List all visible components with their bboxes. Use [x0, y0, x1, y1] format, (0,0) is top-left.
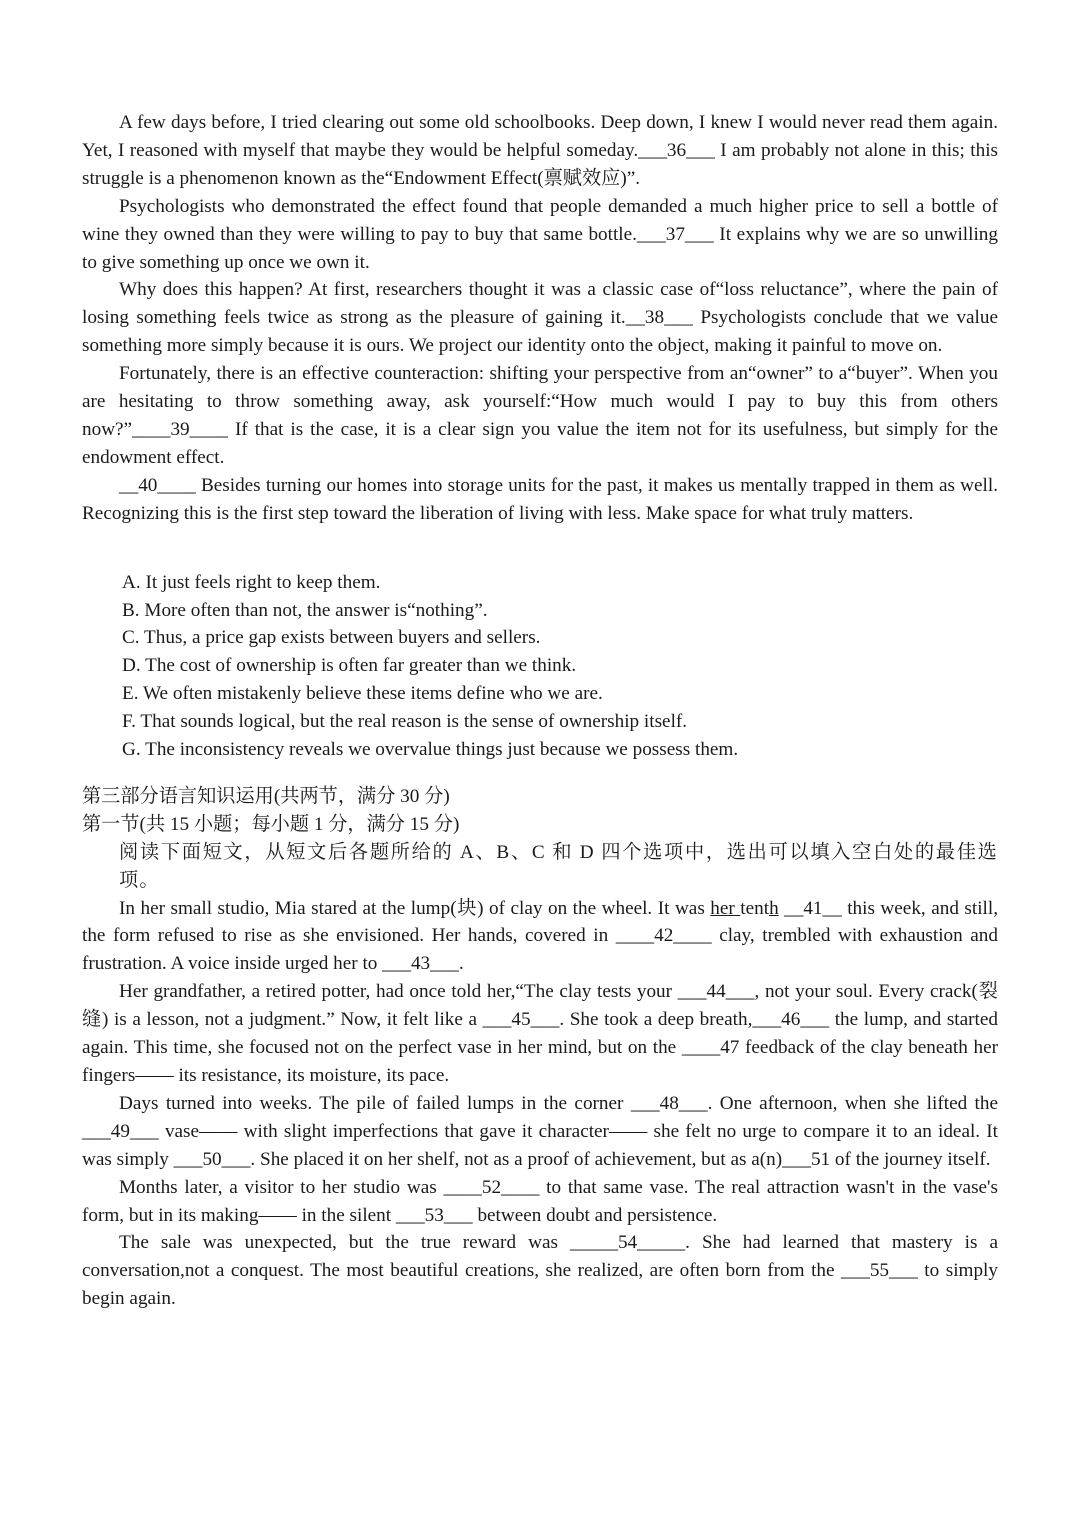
- passage-paragraph-1: A few days before, I tried clearing out some old schoolbooks. Deep down, I knew I would never read them again. Yet, I reasoned with myself that maybe they would be helpful someday.___36___ I am probably not alone in this; this struggle is a phenomenon known as the“Endowment Effect(禀赋效应)”.: [82, 112, 998, 189]
- option-g: G. The inconsistency reveals we overvalue things just because we possess them.: [122, 739, 739, 761]
- section-title: 第三部分语言知识运用(共两节，满分 30 分): [82, 785, 450, 807]
- cloze-paragraph-2: Her grandfather, a retired potter, had once told her,“The clay tests your ___44___, not your soul. Every crack(裂缝) is a lesson, not a judgment.” Now, it felt like a ___45___. She took a deep breath,___46___ the lump, and started again. This time, she focused not on the perfect vase in her mind, but on the ____47 feedback of the clay beneath her fingers—— its resistance, its moisture, its pace.: [82, 981, 998, 1086]
- passage-paragraph-2: Psychologists who demonstrated the effect found that people demanded a much higher price to sell a bottle of wine they owned than they were willing to pay to buy that same bottle.___37___ It explains why we are so unwilling to give something up once we own it.: [82, 195, 998, 273]
- cloze-paragraph-1: [82, 895, 998, 979]
- option-e: E. We often mistakenly believe these items define who we are.: [122, 683, 603, 705]
- reading-passage: [82, 109, 998, 528]
- underlined-letter: h: [769, 897, 779, 919]
- cloze-paragraph-3: Days turned into weeks. The pile of failed lumps in the corner ___48___. One afternoon, when she lifted the ___49___ vase—— with slight imperfections that gave it character—— she felt no urge to compare it to an ideal. It was simply ___50___. She placed it on her shelf, not as a proof of achievement, but as a(n)___51 of the journey itself.: [82, 1092, 998, 1170]
- underlined-word: her: [710, 897, 741, 919]
- option-b: B. More often than not, the answer is“nothing”.: [122, 599, 488, 621]
- option-d: D. The cost of ownership is often far greater than we think.: [122, 655, 577, 677]
- answer-options: [82, 569, 998, 764]
- section-three: [82, 783, 998, 1313]
- section-subtitle: 第一节(共 15 小题；每小题 1 分，满分 15 分): [82, 813, 460, 835]
- passage-paragraph-4: Fortunately, there is an effective counteraction: shifting your perspective from an“owner” to a“buyer”. When you are hesitating to throw something away, ask yourself:“How much would I pay to buy this from others now?”____39____ If that is the case, it is a clear sign you value the item not for its usefulness, but simply for the endowment effect.: [82, 363, 998, 468]
- passage-paragraph-5: __40____ Besides turning our homes into storage units for the past, it makes us mentally trapped in them as well. Recognizing this is the first step toward the liberation of living with less. Make space for what truly matters.: [82, 474, 998, 524]
- cloze-text-end: __41__ this week, and still, the form refused to rise as she envisioned. Her hands, covered in ____42____ clay, trembled with exhaustion and frustration. A voice inside urged her to ___43___.: [82, 897, 998, 975]
- cloze-paragraph-4: Months later, a visitor to her studio was ____52____ to that same vase. The real attraction wasn't in the vase's form, but in its making—— in the silent ___53___ between doubt and persistence.: [82, 1176, 998, 1226]
- option-a: A. It just feels right to keep them.: [122, 571, 381, 593]
- passage-paragraph-3: Why does this happen? At first, researchers thought it was a classic case of“loss reluctance”, where the pain of losing something feels twice as strong as the pleasure of gaining it.__38___ Psychologists conclude that we value something more simply because it is ours. We project our identity onto the object, making it painful to move on.: [82, 279, 998, 357]
- cloze-paragraph-5: The sale was unexpected, but the true reward was _____54_____. She had learned that mastery is a conversation,not a conquest. The most beautiful creations, she realized, are often born from the ___55___ to simply begin again.: [82, 1232, 998, 1310]
- option-c: C. Thus, a price gap exists between buyers and sellers.: [122, 627, 541, 649]
- section-instruction: 阅读下面短文，从短文后各题所给的 A、B、C 和 D 四个选项中，选出可以填入空白处的最佳选项。: [119, 841, 998, 891]
- cloze-text-mid: tent: [740, 897, 770, 919]
- cloze-text-start: In her small studio, Mia stared at the lump(块) of clay on the wheel. It was: [119, 897, 711, 919]
- option-f: F. That sounds logical, but the real reason is the sense of ownership itself.: [122, 711, 688, 733]
